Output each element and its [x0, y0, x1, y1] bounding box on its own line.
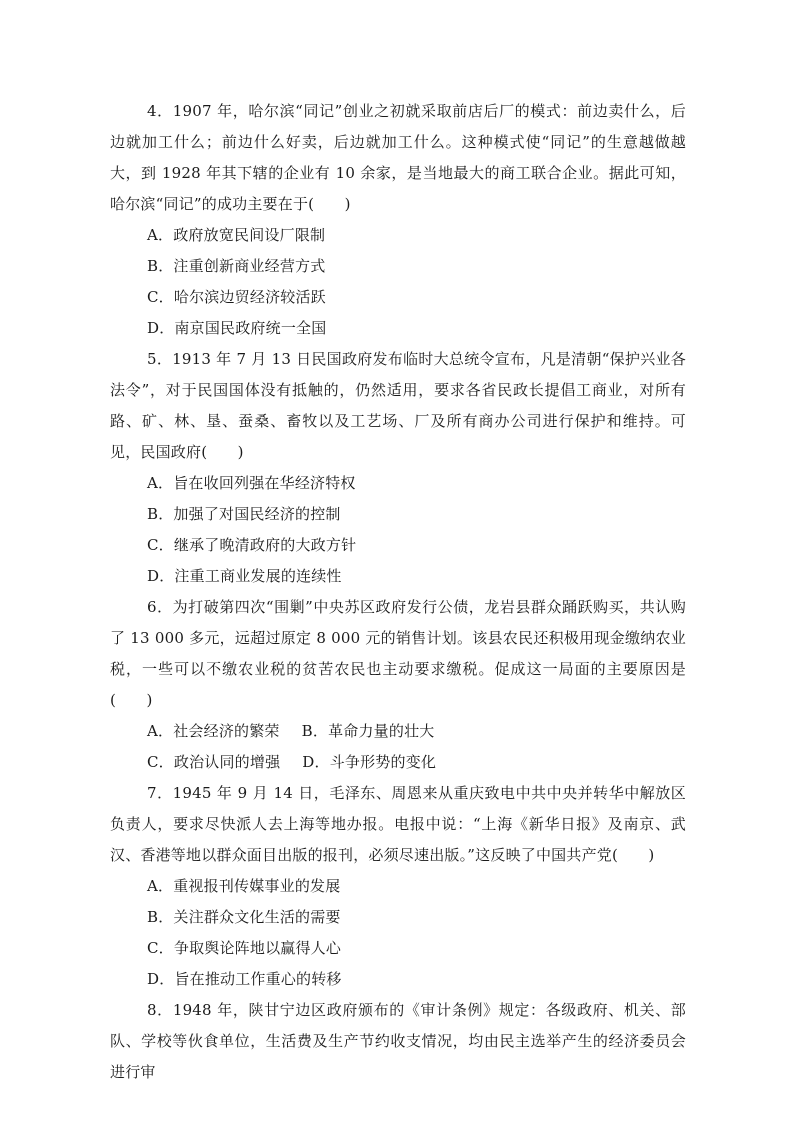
question-stem: 8．1948 年，陕甘宁边区政府颁布的《审计条例》规定：各级政府、机关、部队、学校等伙食单位，生活费及生产节约收支情况，均由民主选举产生的经济委员会进行审 — [110, 1001, 686, 1081]
option-b: B．关注群众文化生活的需要 — [147, 908, 341, 926]
question-8 — [110, 995, 686, 1088]
option-a: A．重视报刊传媒事业的发展 — [147, 877, 341, 895]
question-4 — [110, 96, 686, 344]
question-5 — [110, 344, 686, 592]
option-c: C．继承了晚清政府的大政方针 — [147, 536, 357, 554]
question-7 — [110, 778, 686, 995]
question-stem: 7．1945 年 9 月 14 日，毛泽东、周恩来从重庆致电中共中央并转华中解放区负责人，要求尽快派人去上海等地办报。电报中说：“上海《新华日报》及南京、武汉、香港等地以群众面目出版的报刊，必须尽速出版。”这反映了中国共产党( ) — [110, 784, 686, 864]
option-row-cd — [110, 747, 686, 778]
option-d: D．注重工商业发展的连续性 — [147, 567, 342, 585]
option-d: D．旨在推动工作重心的转移 — [147, 970, 342, 988]
option-c: C．争取舆论阵地以赢得人心 — [147, 939, 342, 957]
option-a: A．政府放宽民间设厂限制 — [147, 226, 326, 244]
question-stem: 6．为打破第四次“围剿”中央苏区政府发行公债，龙岩县群众踊跃购买，共认购了 13 000 多元，远超过原定 8 000 元的销售计划。该县农民还积极用现金缴纳农业税，一些可以不缴农业税的贫苦农民也主动要求缴税。促成这一局面的主要原因是( ) — [110, 598, 686, 709]
option-c: C．政治认同的增强 — [147, 753, 281, 771]
option-a: A．社会经济的繁荣 — [147, 722, 280, 740]
option-d: D．斗争形势的变化 — [302, 753, 437, 771]
option-row-ab — [110, 716, 686, 747]
question-stem: 5．1913 年 7 月 13 日民国政府发布临时大总统令宣布，凡是清朝“保护兴业各法令”，对于民国国体没有抵触的，仍然适用，要求各省民政长提倡工商业，对所有路、矿、林、垦、蚕桑、畜牧以及工艺场、厂及所有商办公司进行保护和维持。可见，民国政府( ) — [110, 350, 686, 461]
option-b: B．注重创新商业经营方式 — [147, 257, 326, 275]
option-b: B．革命力量的壮大 — [301, 722, 435, 740]
question-stem: 4．1907 年，哈尔滨“同记”创业之初就采取前店后厂的模式：前边卖什么，后边就加工什么；前边什么好卖，后边就加工什么。这种模式使“同记”的生意越做越大，到 1928 年其下辖的企业有 10 余家，是当地最大的商工联合企业。据此可知，哈尔滨“同记”的成功主要在于( ) — [110, 102, 686, 213]
option-a: A．旨在收回列强在华经济特权 — [147, 474, 356, 492]
question-list — [110, 96, 686, 1088]
option-c: C．哈尔滨边贸经济较活跃 — [147, 288, 326, 306]
question-6 — [110, 592, 686, 778]
option-b: B．加强了对国民经济的控制 — [147, 505, 341, 523]
option-d: D．南京国民政府统一全国 — [147, 319, 327, 337]
